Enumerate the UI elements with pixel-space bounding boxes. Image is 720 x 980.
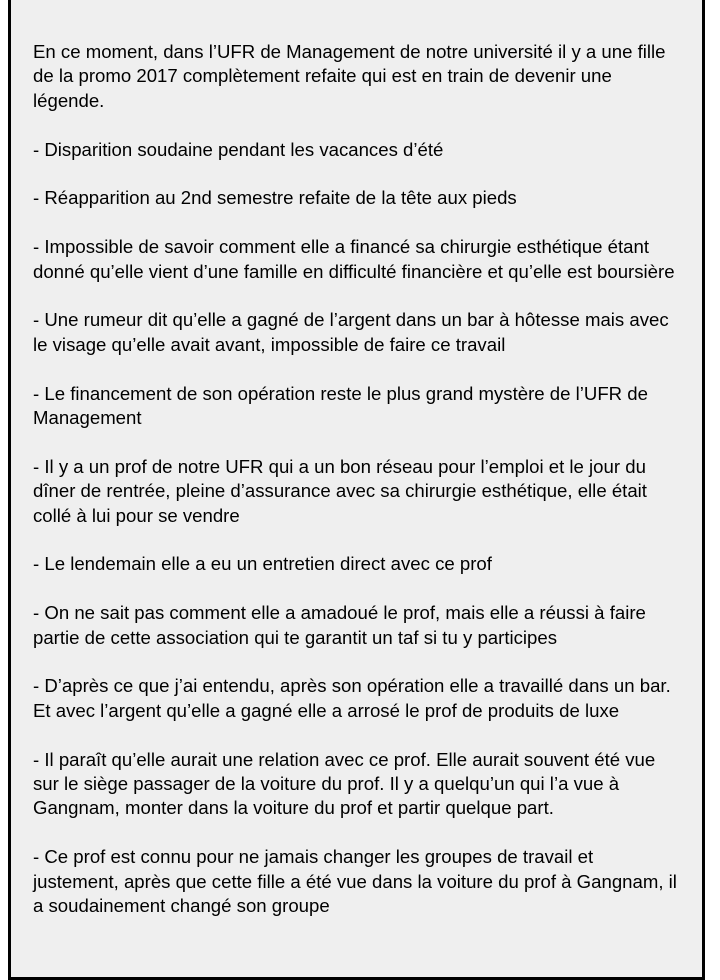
- bullet-paragraph: - Ce prof est connu pour ne jamais changer les groupes de travail et justement, après que cette fille a été vue dans la voiture du prof à Gangnam, il a soudainement changé son groupe: [33, 846, 677, 917]
- post-text: [33, 40, 680, 918]
- bullet-paragraph: - Impossible de savoir comment elle a financé sa chirurgie esthétique étant donné qu’elle vient d’une famille en difficulté financière et qu’elle est boursière: [33, 236, 675, 282]
- bullet-paragraph: - Réapparition au 2nd semestre refaite de la tête aux pieds: [33, 187, 517, 209]
- bullet-paragraph: - Disparition soudaine pendant les vacances d’été: [33, 138, 444, 160]
- bullet-paragraph: - Une rumeur dit qu’elle a gagné de l’argent dans un bar à hôtesse mais avec le visage qu’elle avait avant, impossible de faire ce travail: [33, 309, 669, 355]
- bullet-paragraph: - D’après ce que j’ai entendu, après son opération elle a travaillé dans un bar. Et avec l’argent qu’elle a gagné elle a arrosé le prof de produits de luxe: [33, 675, 671, 721]
- bullet-paragraph: - Le financement de son opération reste le plus grand mystère de l’UFR de Management: [33, 382, 648, 429]
- bullet-paragraph: - Le lendemain elle a eu un entretien direct avec ce prof: [33, 553, 492, 575]
- bullet-paragraph: - On ne sait pas comment elle a amadoué le prof, mais elle a réussi à faire partie de cette association qui te garantit un taf si tu y participes: [33, 602, 646, 648]
- bullet-paragraph: - Il paraît qu’elle aurait une relation avec ce prof. Elle aurait souvent été vue sur le siège passager de la voiture du prof. Il y a quelqu’un qui l’a vue à Gangnam, monter dans la voiture du prof et partir quelque part.: [33, 748, 656, 819]
- bullet-paragraph: - Il y a un prof de notre UFR qui a un bon réseau pour l’emploi et le jour du dîner de rentrée, pleine d’assurance avec sa chirurgie esthétique, elle était collé à lui pour se vendre: [33, 455, 647, 526]
- intro-paragraph: En ce moment, dans l’UFR de Management de notre université il y a une fille de la promo 2017 complètement refaite qui est en train de devenir une légende.: [33, 41, 666, 111]
- text-panel: [8, 0, 705, 980]
